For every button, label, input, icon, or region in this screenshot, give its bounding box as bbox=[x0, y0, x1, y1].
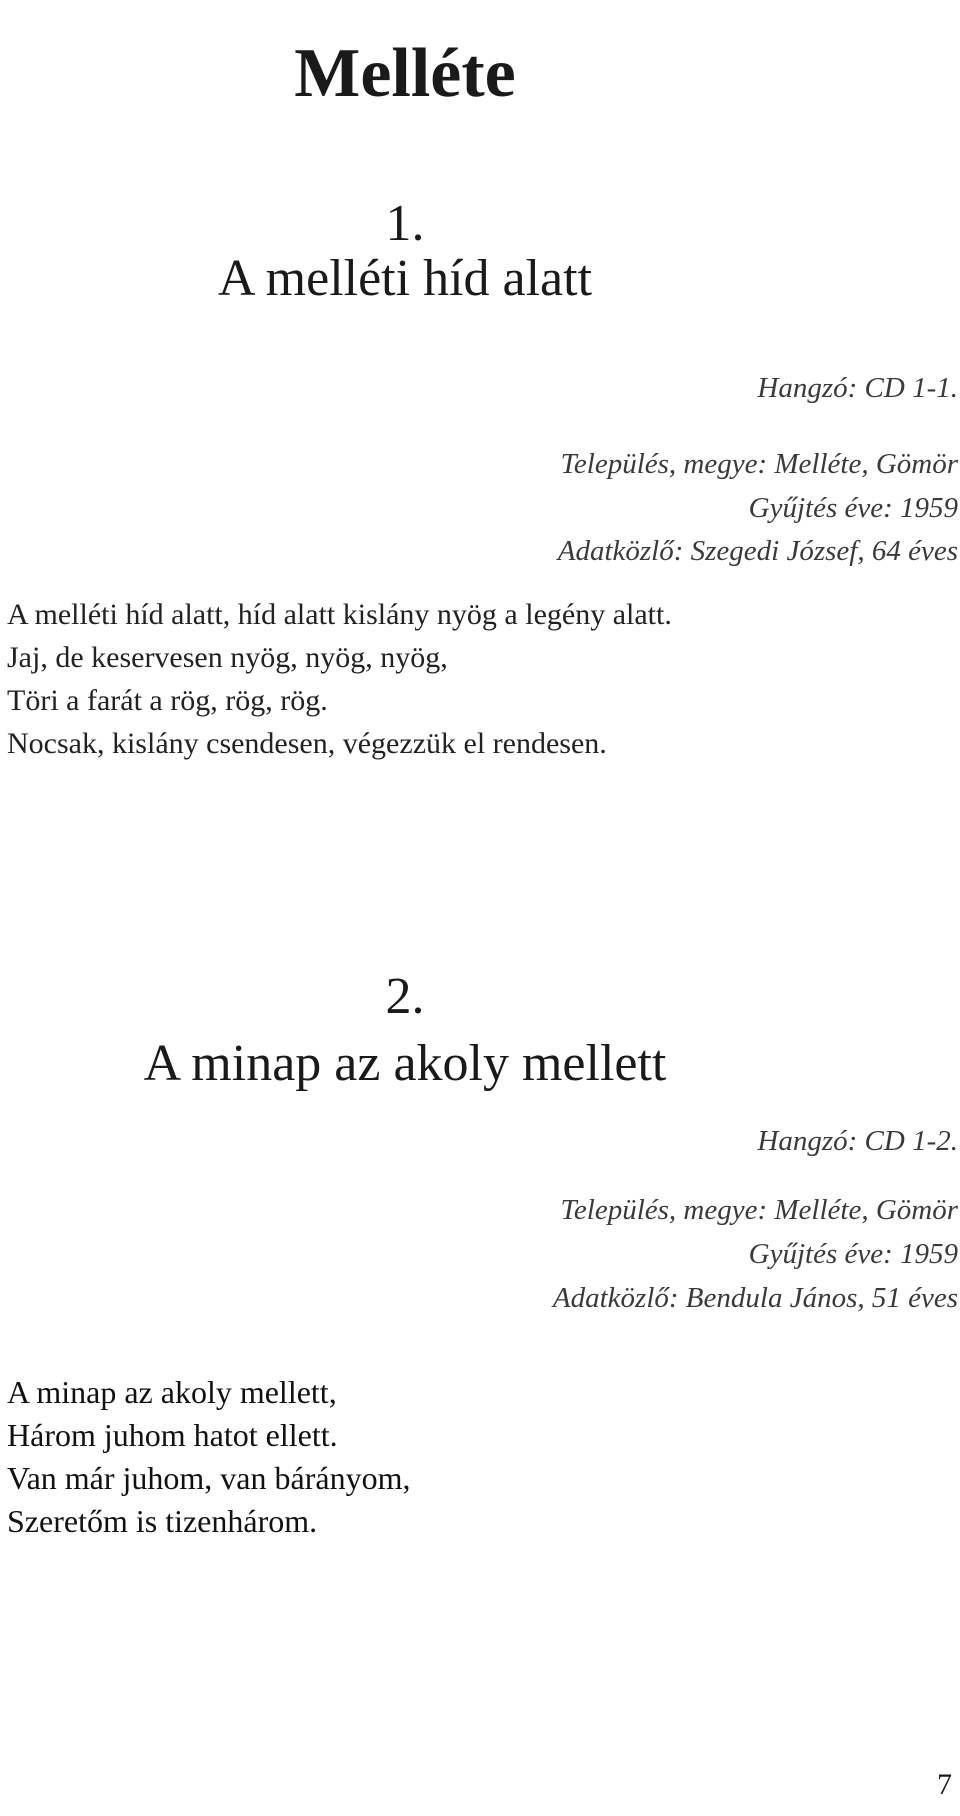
page-title: Melléte bbox=[294, 34, 516, 112]
lyric-line: Töri a farát a rög, rög, rög. bbox=[7, 684, 328, 717]
collection-year: Gyűjtés éve: 1959 bbox=[748, 492, 958, 524]
location-info: Település, megye: Melléte, Gömör bbox=[560, 448, 958, 480]
song-title: A melléti híd alatt bbox=[217, 250, 593, 307]
collection-year: Gyűjtés éve: 1959 bbox=[748, 1238, 958, 1270]
lyric-line: A melléti híd alatt, híd alatt kislány nyög a legény alatt. bbox=[7, 598, 672, 631]
informant-info: Adatközlő: Bendula János, 51 éves bbox=[552, 1282, 958, 1314]
lyric-line: Nocsak, kislány csendesen, végezzük el rendesen. bbox=[7, 727, 607, 760]
lyric-line: A minap az akoly mellett, bbox=[7, 1374, 337, 1410]
page-number: 7 bbox=[937, 1768, 952, 1801]
informant-info: Adatközlő: Szegedi József, 64 éves bbox=[557, 535, 958, 567]
song-number: 1. bbox=[385, 195, 425, 252]
lyric-line: Van már juhom, van bárányom, bbox=[7, 1460, 411, 1496]
audio-reference: Hangzó: CD 1-2. bbox=[757, 1125, 958, 1157]
song-title: A minap az akoly mellett bbox=[143, 1035, 667, 1092]
lyric-line: Három juhom hatot ellett. bbox=[7, 1417, 338, 1453]
song-number: 2. bbox=[385, 968, 425, 1025]
lyric-line: Szeretőm is tizenhárom. bbox=[7, 1503, 318, 1539]
location-info: Település, megye: Melléte, Gömör bbox=[560, 1194, 958, 1226]
lyric-line: Jaj, de keservesen nyög, nyög, nyög, bbox=[7, 641, 448, 674]
audio-reference: Hangzó: CD 1-1. bbox=[757, 372, 958, 404]
